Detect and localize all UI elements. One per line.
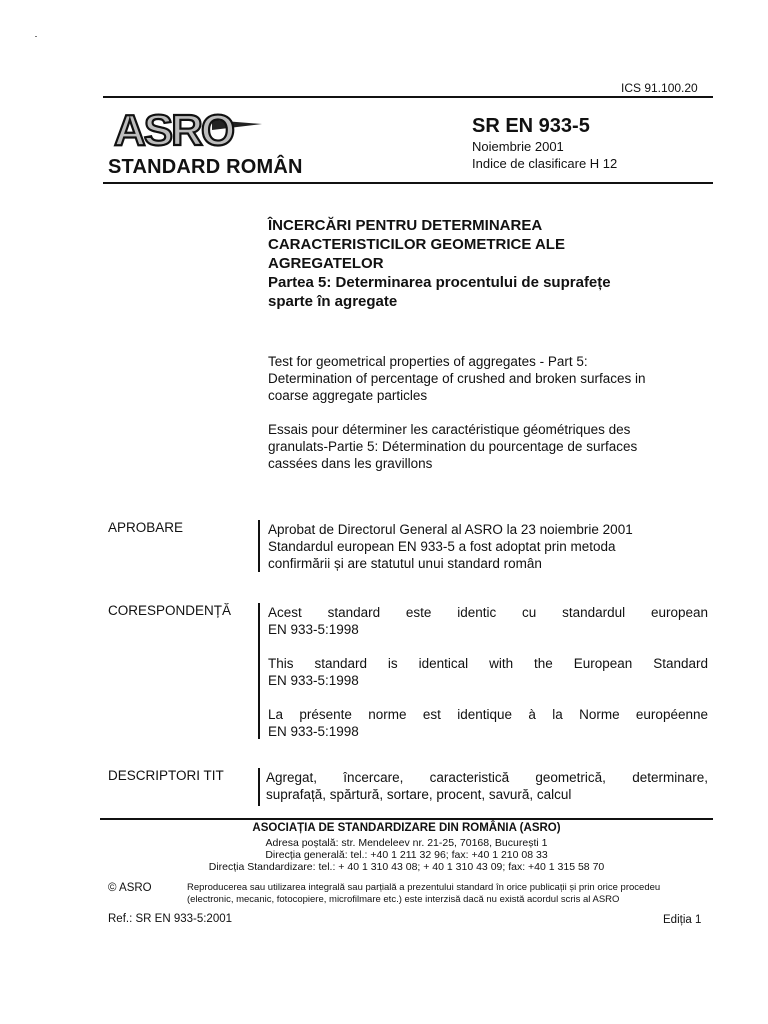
section-divider: [258, 520, 260, 572]
descriptors-label: DESCRIPTORI TIT: [108, 768, 224, 783]
correspondence-text: [268, 604, 708, 740]
classification-index: Indice de clasificare H 12: [472, 156, 618, 171]
ics-code: ICS 91.100.20: [621, 81, 698, 95]
title-line: cassées dans les gravillons: [268, 456, 433, 471]
scan-speck: [35, 36, 37, 37]
romanian-title: [268, 216, 698, 311]
title-line: Test for geometrical properties of aggregates - Part 5:: [268, 354, 588, 369]
descriptors-text: [266, 769, 708, 803]
title-line: Partea 5: Determinarea procentului de suprafețe: [268, 274, 611, 291]
publisher-name: STANDARD ROMÂN: [108, 156, 303, 178]
title-line: ÎNCERCĂRI PENTRU DETERMINAREA: [268, 217, 543, 234]
correspondence-ro-code: EN 933-5:1998: [268, 622, 359, 637]
correspondence-fr-code: EN 933-5:1998: [268, 724, 359, 739]
notice-line: (electronic, mecanic, fotocopiere, microfilmare etc.) este interzisă dacă nu există acordul scris al ASRO: [187, 894, 620, 905]
standards-direction-contact: Direcția Standardizare: tel.: + 40 1 310 43 08; + 40 1 310 43 09; fax: +40 1 315 58 70: [208, 861, 605, 873]
logo-text: ASRO: [114, 106, 234, 155]
approval-text: [268, 521, 633, 572]
correspondence-en-code: EN 933-5:1998: [268, 673, 359, 688]
edition-number: Ediția 1: [663, 914, 702, 926]
approval-label: APROBARE: [108, 520, 184, 535]
section-divider: [258, 768, 260, 806]
reference-code: Ref.: SR EN 933-5:2001: [108, 913, 233, 925]
approval-line: confirmării și are statutul unui standard român: [268, 556, 542, 571]
copyright: © ASRO: [108, 882, 152, 894]
reproduction-notice: [187, 882, 660, 906]
asro-logo: [112, 103, 262, 155]
english-title: [268, 353, 645, 404]
title-line: granulats-Partie 5: Détermination du pourcentage de surfaces: [268, 439, 638, 454]
french-title: [268, 421, 637, 472]
title-line: sparte în agregate: [268, 293, 398, 310]
correspondence-label: CORESPONDENȚĂ: [108, 603, 232, 618]
postal-address: Adresa poștală: str. Mendeleev nr. 21-25, 70168, București 1: [265, 837, 548, 849]
correspondence-ro-line: Acest standard este identic cu standardul european: [268, 605, 708, 620]
publication-date: Noiembrie 2001: [472, 139, 564, 154]
header-rule: [103, 182, 713, 184]
correspondence-fr-line: La présente norme est identique à la Norme européenne: [268, 707, 708, 722]
correspondence-en-line: This standard is identical with the European Standard: [268, 656, 708, 671]
organization-name: ASOCIAȚIA DE STANDARDIZARE DIN ROMÂNIA (ASRO): [252, 822, 561, 834]
section-divider: [258, 603, 260, 739]
approval-line: Aprobat de Directorul General al ASRO la 23 noiembrie 2001: [268, 522, 633, 537]
title-line: Essais pour déterminer les caractéristique géométriques des: [268, 422, 631, 437]
standard-code: SR EN 933-5: [472, 115, 590, 137]
descriptors-line: Agregat, încercare, caracteristică geometrică, determinare,: [266, 770, 708, 785]
descriptors-line: suprafață, spărtură, sortare, procent, savură, calcul: [266, 787, 572, 802]
title-line: CARACTERISTICILOR GEOMETRICE ALE: [268, 236, 565, 253]
title-line: coarse aggregate particles: [268, 388, 428, 403]
top-rule: [103, 96, 713, 98]
title-line: Determination of percentage of crushed and broken surfaces in: [268, 371, 646, 386]
approval-line: Standardul european EN 933-5 a fost adoptat prin metoda: [268, 539, 616, 554]
footer-rule: [100, 818, 713, 820]
notice-line: Reproducerea sau utilizarea integrală sau parțială a prezentului standard în orice publicații și prin orice procedeu: [187, 882, 661, 893]
general-direction-contact: Direcția generală: tel.: +40 1 211 32 96; fax: +40 1 210 08 33: [265, 849, 548, 861]
title-line: AGREGATELOR: [268, 255, 384, 272]
